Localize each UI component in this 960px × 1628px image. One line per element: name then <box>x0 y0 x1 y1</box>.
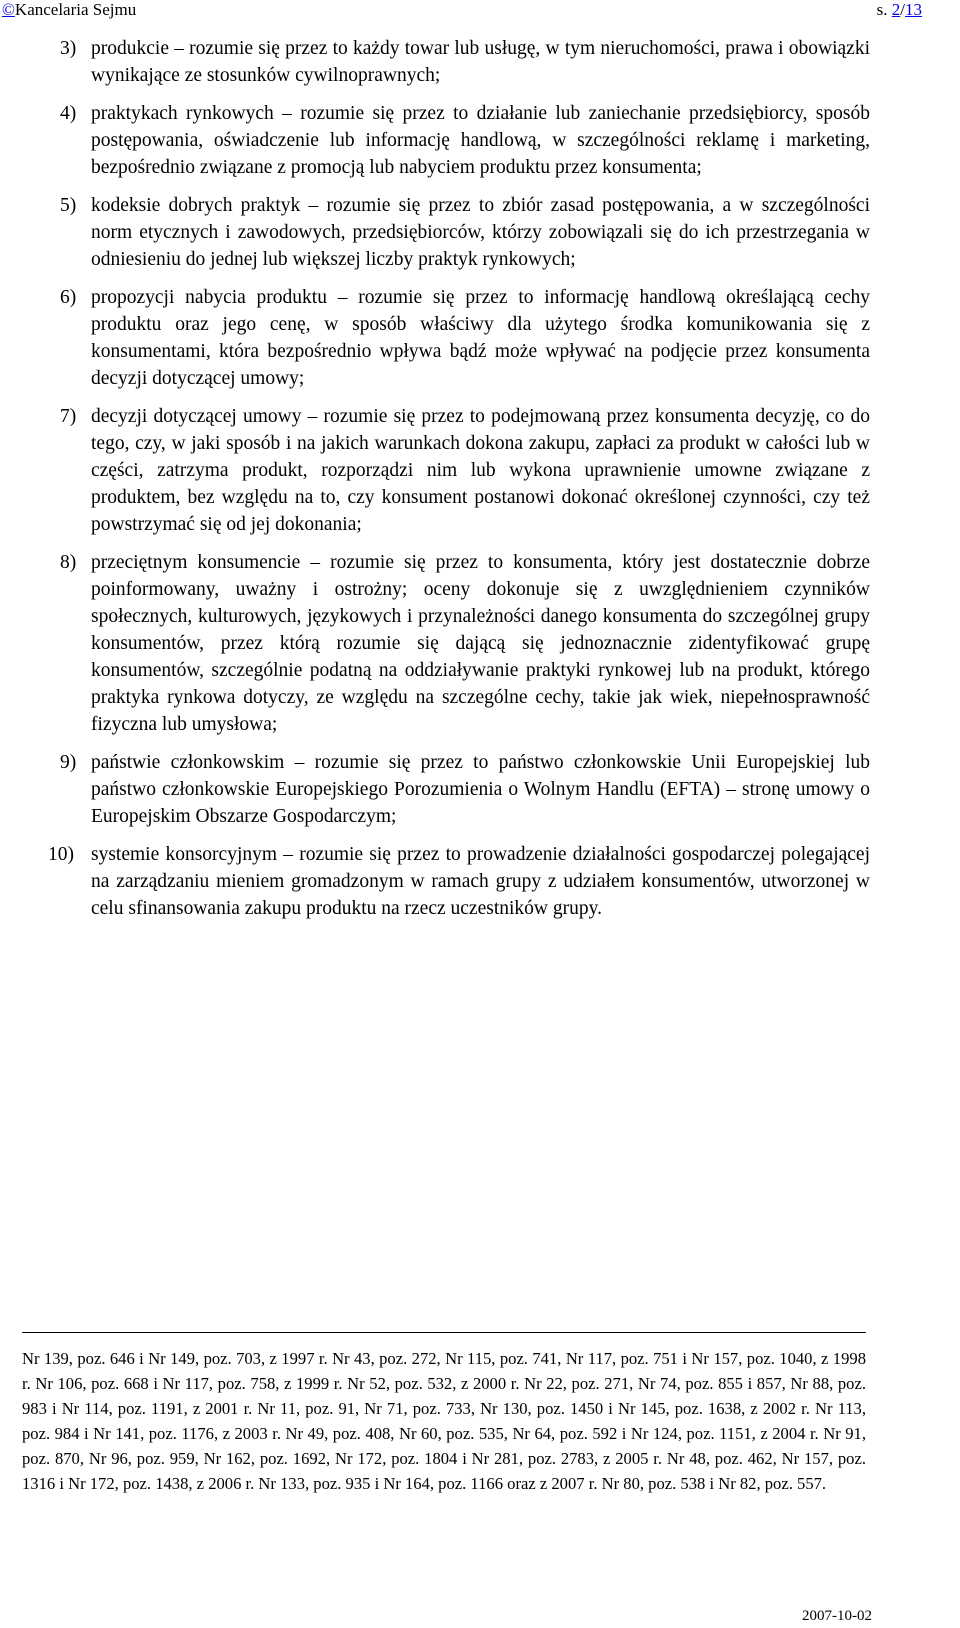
definition-text: praktykach rynkowych – rozumie się przez to działanie lub zaniechanie przedsiębiorcy, sposób postępowania, oświadczenie lub informację handlową, w szczególności reklamę i marketing, bezpośrednio związane z promocją lub nabyciem produktu przez konsumenta; <box>91 103 870 178</box>
definition-item <box>48 841 870 922</box>
publisher-label <box>2 0 136 20</box>
definition-text: decyzji dotyczącej umowy – rozumie się przez to podejmowaną przez konsumenta decyzję, co do tego, czy, w jaki sposób i na jakich warunkach dokona zakupu, zapłaci za produkt w całości lub w części, zatrzyma produkt, rozporządzi nim lub wykona uprawnienie umowne związane z produktem, bez względu na to, czy konsument postanowi dokonać określonej czynności, czy też powstrzymać się od jej dokonania; <box>91 406 870 535</box>
footnote-text: Nr 139, poz. 646 i Nr 149, poz. 703, z 1997 r. Nr 43, poz. 272, Nr 115, poz. 741, Nr 117, poz. 751 i Nr 157, poz. 1040, z 1998 r. Nr 106, poz. 668 i Nr 117, poz. 758, z 1999 r. Nr 52, poz. 532, z 2000 r. Nr 22, poz. 271, Nr 74, poz. 855 i 857, Nr 88, poz. 983 i Nr 114, poz. 1191, z 2001 r. Nr 11, poz. 91, Nr 71, poz. 733, Nr 130, poz. 1450 i Nr 145, poz. 1638, z 2002 r. Nr 113, poz. 984 i Nr 141, poz. 1176, z 2003 r. Nr 49, poz. 408, Nr 60, poz. 535, Nr 64, poz. 592 i Nr 124, poz. 1151, z 2004 r. Nr 91, poz. 870, Nr 96, poz. 959, Nr 162, poz. 1692, Nr 172, poz. 1804 i Nr 281, poz. 2783, z 2005 r. Nr 48, poz. 462, Nr 157, poz. 1316 i Nr 172, poz. 1438, z 2006 r. Nr 133, poz. 935 i Nr 164, poz. 1166 oraz z 2007 r. Nr 80, poz. 538 i Nr 82, poz. 557. <box>22 1349 866 1493</box>
definition-text: systemie konsorcyjnym – rozumie się przez to prowadzenie działalności gospodarczej polegającej na zarządzaniu mieniem gromadzonym w ramach grupy z udziałem konsumentów, utworzonej w celu sfinansowania zakupu produktu na rzecz uczestników grupy. <box>91 844 870 919</box>
definition-number: 6) <box>60 287 77 308</box>
definitions-list <box>48 35 870 933</box>
definition-number: 7) <box>60 406 77 427</box>
definition-number: 3) <box>60 38 77 59</box>
definition-number: 9) <box>60 752 77 773</box>
definition-item <box>48 403 870 538</box>
definition-text: państwie członkowskim – rozumie się przez to państwo członkowskie Unii Europejskiej lub państwo członkowskie Europejskiego Porozumienia o Wolnym Handlu (EFTA) – stronę umowy o Europejskim Obszarze Gospodarczym; <box>91 752 870 827</box>
definition-number: 5) <box>60 195 77 216</box>
copyright-symbol[interactable]: © <box>2 0 15 19</box>
page-separator: / <box>900 0 905 19</box>
footer-date: 2007-10-02 <box>802 1608 872 1624</box>
definition-text: propozycji nabycia produktu – rozumie się przez to informację handlową określającą cechy produktu oraz jego cenę, w sposób właściwy dla użytego środka komunikowania się z konsumentami, która bezpośrednio wpływa bądź może wpływać na podjęcie przez konsumenta decyzji dotyczącej umowy; <box>91 287 870 389</box>
definition-item <box>48 284 870 392</box>
definition-item <box>48 35 870 89</box>
definition-text: kodeksie dobrych praktyk – rozumie się przez to zbiór zasad postępowania, a w szczególności norm etycznych i zawodowych, przedsiębiorców, którzy zobowiązali się do ich przestrzegania w odniesieniu do jednej lub większej liczby praktyk rynkowych; <box>91 195 870 270</box>
definition-item <box>48 192 870 273</box>
definition-number: 10) <box>48 844 74 865</box>
page-header <box>0 0 960 24</box>
current-page-link[interactable]: 2 <box>891 0 901 19</box>
definition-text: produkcie – rozumie się przez to każdy towar lub usługę, w tym nieruchomości, prawa i obowiązki wynikające ze stosunków cywilnoprawnych; <box>91 38 870 86</box>
definition-number: 4) <box>60 103 77 124</box>
footnote-separator <box>22 1332 866 1333</box>
publisher-name: Kancelaria Sejmu <box>14 0 137 19</box>
definition-number: 8) <box>60 552 77 573</box>
page-indicator <box>877 0 922 20</box>
definition-item <box>48 100 870 181</box>
total-pages-link[interactable]: 13 <box>905 0 922 19</box>
definition-text: przeciętnym konsumencie – rozumie się przez to konsumenta, który jest dostatecznie dobrze poinformowany, uważny i ostrożny; oceny dokonuje się z uwzględnieniem czynników społecznych, kulturowych, językowych i przynależności danego konsumenta do szczególnej grupy konsumentów, przez którą rozumie się dającą się jednoznacznie zidentyfikować grupę konsumentów, szczególnie podatną na oddziaływanie praktyki rynkowej lub na produkt, którego praktyka rynkowa dotyczy, ze względu na szczególne cechy, takie jak wiek, niepełnosprawność fizyczna lub umysłowa; <box>91 552 870 735</box>
page-label: s. <box>876 0 892 19</box>
definition-item <box>48 749 870 830</box>
definition-item <box>48 549 870 738</box>
